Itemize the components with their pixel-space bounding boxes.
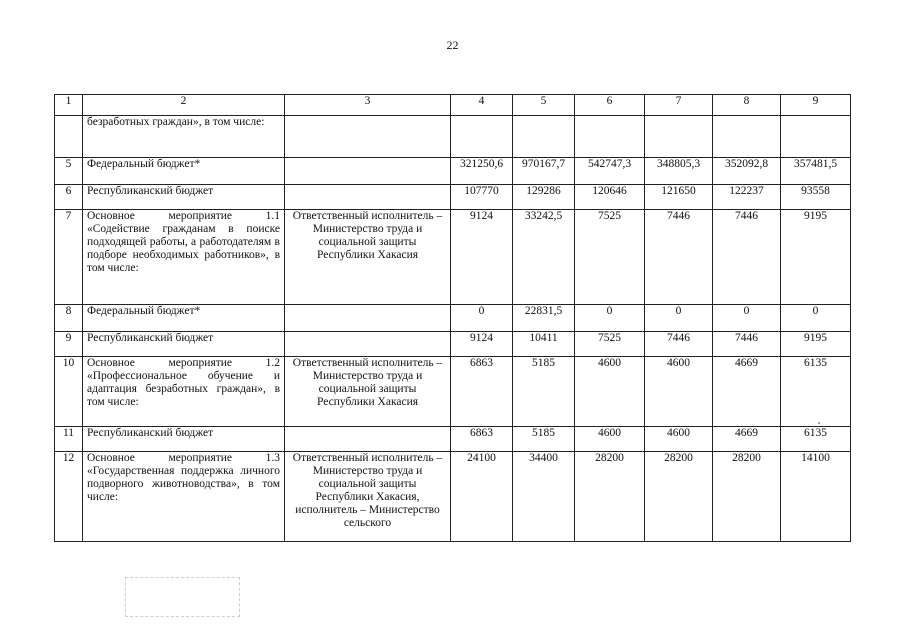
title-cell: Федеральный бюджет* xyxy=(83,305,285,332)
value-cell: 7525 xyxy=(575,210,645,305)
value-cell: 0 xyxy=(575,305,645,332)
page-number: 22 xyxy=(446,38,459,52)
title-cell: Основное мероприятие 1.1 «Содействие гражданам в поиске подходящей работы, а работодателям в подборе необходимых работников», в том числе: xyxy=(83,210,285,305)
value-cell: 7446 xyxy=(645,210,713,305)
value-cell: 542747,3 xyxy=(575,158,645,185)
header-cell: 9 xyxy=(781,95,851,116)
row-number-cell: 9 xyxy=(55,332,83,357)
value-cell: 7446 xyxy=(713,210,781,305)
responsible-cell: Ответственный исполнитель – Министерство труда и социальной защиты Республики Хакасия xyxy=(285,357,451,427)
header-row xyxy=(55,95,851,116)
value-cell: 321250,6 xyxy=(451,158,513,185)
value-cell: 6863 xyxy=(451,357,513,427)
header-cell: 5 xyxy=(513,95,575,116)
header-cell: 6 xyxy=(575,95,645,116)
value-cell: 5185 xyxy=(513,427,575,452)
value-cell: 6863 xyxy=(451,427,513,452)
value-cell: 9124 xyxy=(451,210,513,305)
responsible-cell xyxy=(285,332,451,357)
value-cell xyxy=(713,116,781,158)
title-cell: безработных граждан», в том числе: xyxy=(83,116,285,158)
value-cell: 28200 xyxy=(713,452,781,542)
row-number-cell: 6 xyxy=(55,185,83,210)
value-cell xyxy=(451,116,513,158)
responsible-cell: Ответственный исполнитель – Министерство труда и социальной защиты Республики Хакасия xyxy=(285,210,451,305)
title-cell: Основное мероприятие 1.3 «Государственная поддержка личного подворного животноводства», в том числе: xyxy=(83,452,285,542)
value-cell: 4600 xyxy=(575,357,645,427)
value-cell: 28200 xyxy=(575,452,645,542)
title-cell: Федеральный бюджет* xyxy=(83,158,285,185)
title-cell: Республиканский бюджет xyxy=(83,185,285,210)
value-cell: 9124 xyxy=(451,332,513,357)
value-cell xyxy=(513,116,575,158)
value-cell: 107770 xyxy=(451,185,513,210)
row-number-cell: 12 xyxy=(55,452,83,542)
value-cell xyxy=(781,116,851,158)
table-row xyxy=(55,210,851,305)
header-cell: 3 xyxy=(285,95,451,116)
value-cell: 120646 xyxy=(575,185,645,210)
value-cell: 4600 xyxy=(645,357,713,427)
value-cell: 22831,5 xyxy=(513,305,575,332)
header-cell: 8 xyxy=(713,95,781,116)
value-cell: 970167,7 xyxy=(513,158,575,185)
value-cell: 9195 xyxy=(781,210,851,305)
value-cell: 121650 xyxy=(645,185,713,210)
value-cell: 0 xyxy=(645,305,713,332)
table-row xyxy=(55,116,851,158)
value-cell: 9195 xyxy=(781,332,851,357)
value-cell: 28200 xyxy=(645,452,713,542)
value-cell: 4600 xyxy=(645,427,713,452)
value-cell: 24100 xyxy=(451,452,513,542)
header-cell: 1 xyxy=(55,95,83,116)
row-number-cell: 7 xyxy=(55,210,83,305)
value-cell: 0 xyxy=(713,305,781,332)
value-cell: 4669 xyxy=(713,357,781,427)
value-cell: 33242,5 xyxy=(513,210,575,305)
table-row xyxy=(55,332,851,357)
value-cell: 14100 xyxy=(781,452,851,542)
responsible-cell xyxy=(285,158,451,185)
table-row xyxy=(55,158,851,185)
table-row xyxy=(55,452,851,542)
value-cell: 7446 xyxy=(645,332,713,357)
title-cell: Республиканский бюджет xyxy=(83,427,285,452)
responsible-cell: Ответственный исполнитель – Министерство труда и социальной защиты Республики Хакасия, исполнитель – Министерство сельского xyxy=(285,452,451,542)
title-cell: Республиканский бюджет xyxy=(83,332,285,357)
value-cell: 357481,5 xyxy=(781,158,851,185)
value-cell: 4669 xyxy=(713,427,781,452)
value-cell: 93558 xyxy=(781,185,851,210)
value-cell: 0 xyxy=(451,305,513,332)
value-cell: 352092,8 xyxy=(713,158,781,185)
value-cell xyxy=(645,116,713,158)
table-row xyxy=(55,185,851,210)
value-cell: 6135 xyxy=(781,427,851,452)
value-cell xyxy=(575,116,645,158)
header-cell: 2 xyxy=(83,95,285,116)
header-cell: 7 xyxy=(645,95,713,116)
table-row xyxy=(55,305,851,332)
value-cell: 0 xyxy=(781,305,851,332)
row-number-cell: 8 xyxy=(55,305,83,332)
value-cell: 348805,3 xyxy=(645,158,713,185)
value-cell: 10411 xyxy=(513,332,575,357)
budget-table xyxy=(54,94,851,542)
responsible-cell xyxy=(285,185,451,210)
table-row xyxy=(55,357,851,427)
responsible-cell xyxy=(285,116,451,158)
value-cell: 34400 xyxy=(513,452,575,542)
responsible-cell xyxy=(285,305,451,332)
faded-stamp xyxy=(125,577,240,617)
row-number-cell: 11 xyxy=(55,427,83,452)
title-cell: Основное мероприятие 1.2 «Профессиональное обучение и адаптация безработных граждан», в том числе: xyxy=(83,357,285,427)
value-cell: 7446 xyxy=(713,332,781,357)
value-cell: 4600 xyxy=(575,427,645,452)
value-cell: 6135 xyxy=(781,357,851,427)
row-number-cell xyxy=(55,116,83,158)
value-cell: 5185 xyxy=(513,357,575,427)
row-number-cell: 10 xyxy=(55,357,83,427)
table-row xyxy=(55,427,851,452)
row-number-cell: 5 xyxy=(55,158,83,185)
value-cell: 7525 xyxy=(575,332,645,357)
responsible-cell xyxy=(285,427,451,452)
value-cell: 122237 xyxy=(713,185,781,210)
scan-speck xyxy=(818,422,820,424)
header-cell: 4 xyxy=(451,95,513,116)
value-cell: 129286 xyxy=(513,185,575,210)
